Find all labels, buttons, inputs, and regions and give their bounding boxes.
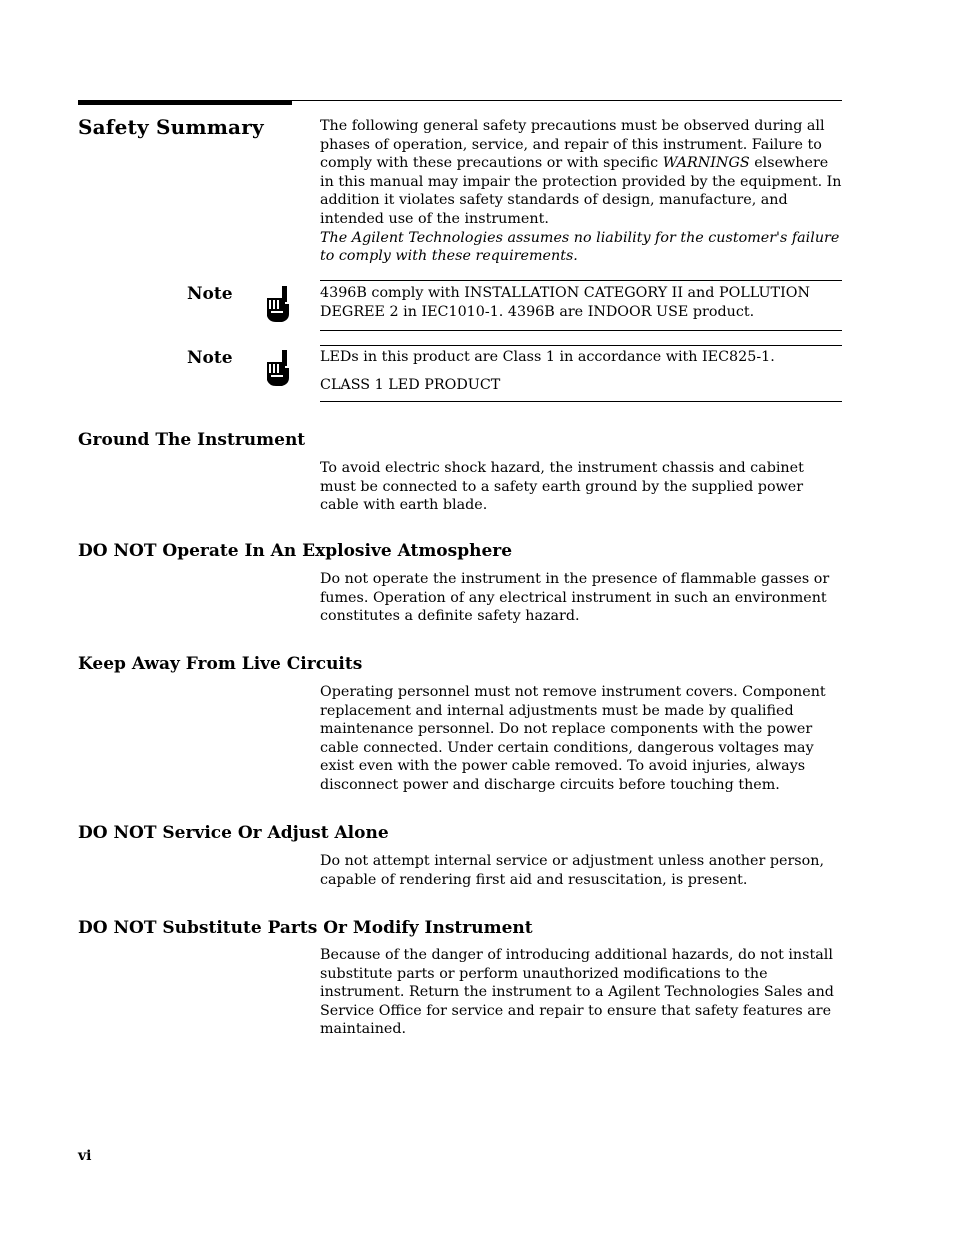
section-body: Do not operate the instrument in the presence of flammable gasses or fumes. Operation of any electrical instrument in such an environment constitutes a definite safety hazard.: [320, 571, 830, 625]
section-body: To avoid electric shock hazard, the instrument chassis and cabinet must be connected to a safety earth ground by the supplied power cable with earth blade.: [320, 460, 804, 514]
section-heading: Keep Away From Live Circuits: [78, 654, 363, 674]
section-heading: DO NOT Service Or Adjust Alone: [78, 823, 389, 843]
pointing-hand-icon: [263, 286, 293, 324]
intro-text-1: The following general safety precautions must be observed during all phases of operation, service, and repair of this instrument. Failure to comply with these precautions or with specific: [320, 118, 825, 172]
note-1-text: 4396B comply with INSTALLATION CATEGORY II and POLLUTION DEGREE 2 in IEC1010-1. 4396B are INDOOR USE product.: [320, 285, 810, 320]
section-heading: Ground The Instrument: [78, 430, 306, 450]
section-body: Operating personnel must not remove instrument covers. Component replacement and internal adjustments must be made by qualified maintenance personnel. Do not replace components with the power cable connected. Under certain conditions, dangerous voltages may exist even with the power cable removed. To avoid injuries, always disconnect power and discharge circuits before touching them.: [320, 684, 826, 793]
note-1-top-rule: [320, 280, 842, 281]
page-title: Safety Summary: [78, 115, 264, 139]
section-body: Do not attempt internal service or adjustment unless another person, capable of rendering first aid and resuscitation, is present.: [320, 853, 825, 888]
intro-liability: The Agilent Technologies assumes no liability for the customer's failure to comply with these requirements.: [320, 229, 840, 265]
intro-warnings-word: WARNINGS: [662, 155, 750, 172]
note-2-bottom-rule: [320, 401, 842, 402]
intro-paragraph: [320, 117, 842, 266]
section-heading: DO NOT Substitute Parts Or Modify Instrument: [78, 918, 533, 938]
intro-text-2: elsewhere in this manual may impair the protection provided by the equipment. In addition it violates safety standards of design, manufacture, and intended use of the instrument.: [320, 155, 842, 227]
note-2-top-rule: [320, 345, 842, 346]
page-top-bar: [78, 100, 292, 105]
note-1-bottom-rule: [320, 330, 842, 331]
note-2-text-2: CLASS 1 LED PRODUCT: [320, 377, 501, 393]
page-number: vi: [78, 1148, 92, 1164]
note-2-label: Note: [187, 348, 233, 368]
note-1-label: Note: [187, 284, 233, 304]
pointing-hand-icon: [263, 350, 293, 388]
note-2-text: LEDs in this product are Class 1 in accordance with IEC825-1.: [320, 349, 775, 365]
section-body: Because of the danger of introducing additional hazards, do not install substitute parts or perform unauthorized modifications to the instrument. Return the instrument to a Agilent Technologies Sales and Service Office for service and repair to ensure that safety features are maintained.: [320, 947, 834, 1038]
section-heading: DO NOT Operate In An Explosive Atmosphere: [78, 541, 513, 561]
